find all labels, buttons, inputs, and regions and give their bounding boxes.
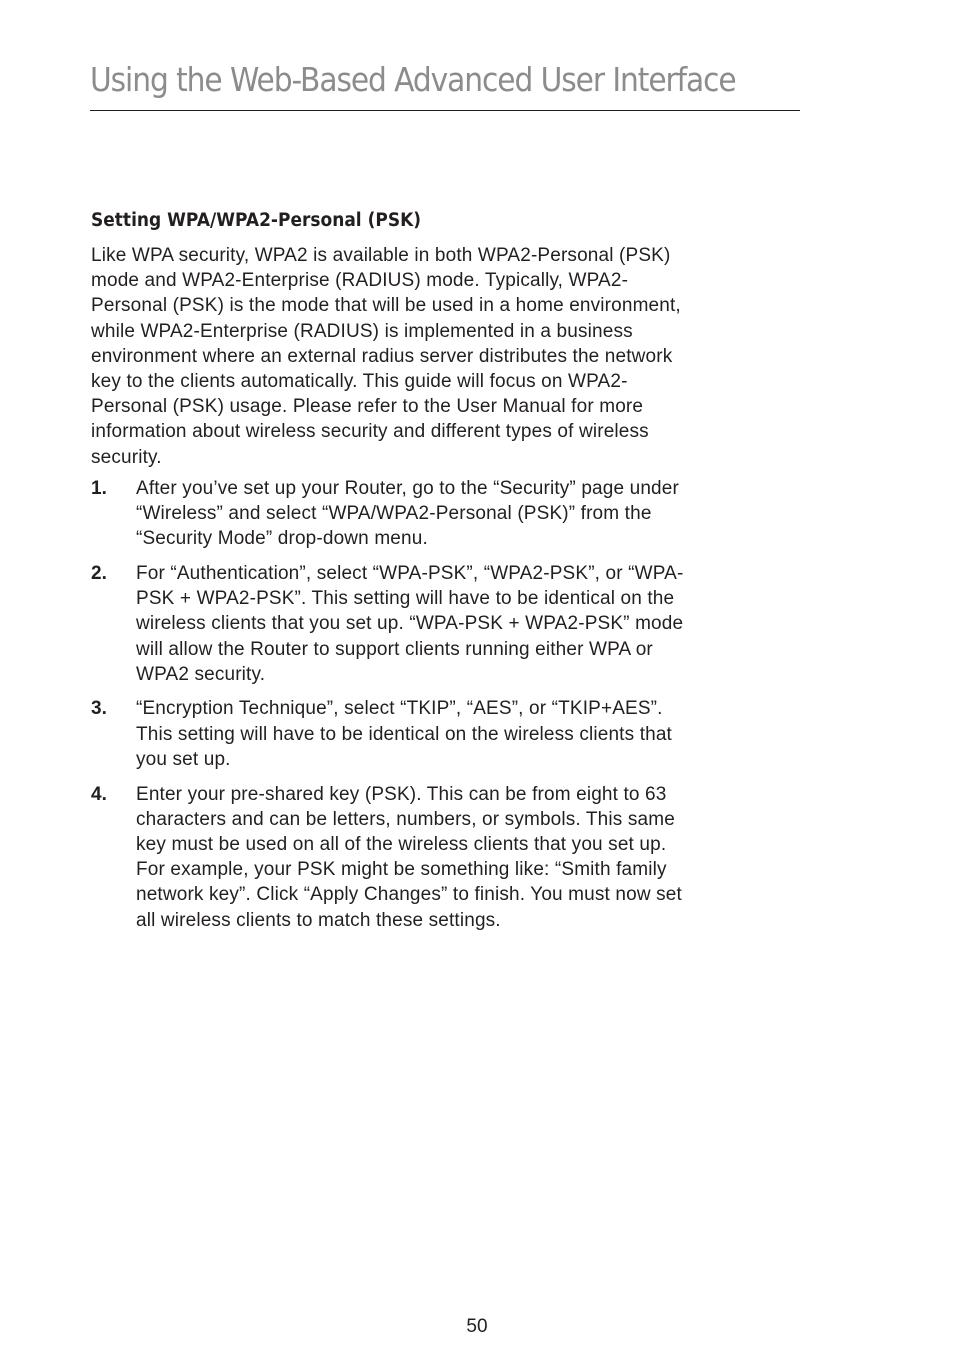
steps-list bbox=[91, 476, 796, 933]
page-title: Using the Web-Based Advanced User Interface bbox=[90, 60, 736, 99]
intro-paragraph: Like WPA security, WPA2 is available in both WPA2-Personal (PSK) mode and WPA2-Enterprise (RADIUS) mode. Typically, WPA2- Personal (PSK) is the mode that will be used in a home environment, while WPA2-Enterprise (RADIUS) is implemented in a business environment where an external radius server distributes the network key to the clients automatically. This guide will focus on WPA2- Personal (PSK) usage. Please refer to the User Manual for more information about wireless security and different types of wireless security. bbox=[91, 245, 681, 468]
step-text: For “Authentication”, select “WPA-PSK”, “WPA2-PSK”, or “WPA- PSK + WPA2-PSK”. This setting will have to be identical on the wireless clients that you set up. “WPA-PSK + WPA2-PSK” mode will allow the Router to support clients running either WPA or WPA2 security. bbox=[136, 562, 684, 685]
step-text: After you’ve set up your Router, go to the “Security” page under “Wireless” and select “WPA/WPA2-Personal (PSK)” from the “Security Mode” drop-down menu. bbox=[136, 477, 679, 550]
page-header bbox=[90, 58, 800, 111]
step-item bbox=[91, 561, 796, 687]
step-number: 2. bbox=[91, 562, 107, 584]
step-text: “Encryption Technique”, select “TKIP”, “AES”, or “TKIP+AES”. This setting will have to be identical on the wireless clients that you set up. bbox=[136, 698, 672, 770]
step-text: Enter your pre-shared key (PSK). This can be from eight to 63 characters and can be letters, numbers, or symbols. This same key must be used on all of the wireless clients that you set up. For example, your PSK might be something like: “Smith family network key”. Click “Apply Changes” to finish. You must now set all wireless clients to match these settings. bbox=[136, 783, 682, 931]
step-item bbox=[91, 696, 796, 772]
step-number: 3. bbox=[91, 698, 107, 720]
page-number: 50 bbox=[466, 1316, 488, 1337]
section-heading: Setting WPA/WPA2-Personal (PSK) bbox=[91, 210, 422, 231]
step-number: 4. bbox=[91, 783, 107, 805]
step-item bbox=[91, 782, 796, 933]
main-content bbox=[91, 207, 796, 942]
step-item bbox=[91, 476, 796, 552]
step-number: 1. bbox=[91, 477, 107, 499]
